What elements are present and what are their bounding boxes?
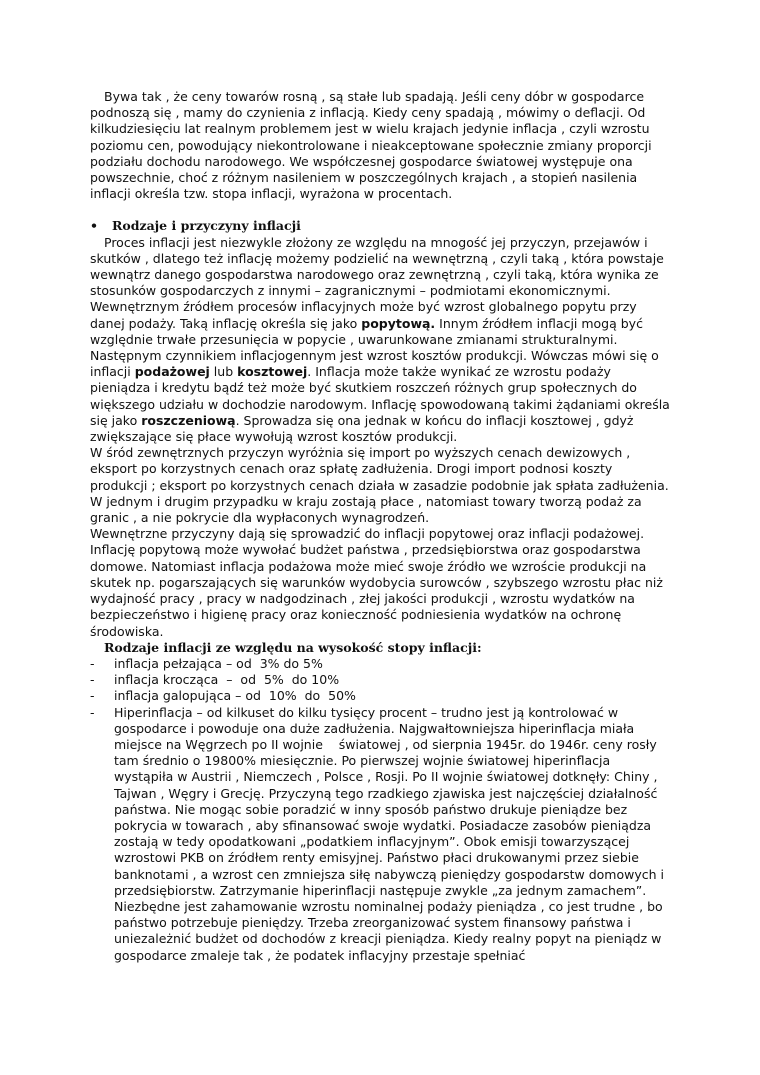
dash-icon: -	[90, 672, 95, 688]
bold-term-kosztowa: kosztowej	[237, 364, 308, 380]
section-heading-rates: Rodzaje inflacji ze względu na wysokość stopy inflacji:	[104, 639, 482, 655]
text-run: . Sprowadza się ona jednak w końcu do inflacji kosztowej , gdyż zwiększające się płace wywołują wzrost kosztów produkcji.	[90, 412, 638, 445]
list-item-text: inflacja krocząca – od 5% do 10%	[114, 672, 340, 688]
intro-paragraph: Bywa tak , że ceny towarów rosną , są stałe lub spadają. Jeśli ceny dóbr w gospodarce podnoszą się , mamy do czynienia z inflacją. Kiedy ceny spadają , mówimy o deflacji. Od kilkudziesięciu lat realnym problemem jest w wielu krajach jedynie inflacja , czyli wzrostu poziomu cen, powodujący niekontrolowane i nieakceptowane społecznie zmiany proporcji podziału dochodu narodowego. We współczesnej gospodarce światowej występuje ona powszechnie, choć z różnym nasileniem w poszczególnych krajach , a stopień nasilenia inflacji określa tzw. stopa inflacji, wyrażona w procentach.	[90, 89, 656, 202]
paragraph-external-causes: W śród zewnętrznych przyczyn wyróżnia się import po wyższych cenach dewizowych , eksport po korzystnych cenach oraz spłatę zadłużenia. Drogi import podnosi koszty produkcji ; eksport po korzystnych cenach działa w zasadzie podobnie jak spłata zadłużenia. W jednym i drugim przypadku w kraju zostają płace , natomiast towary tworzą podaż za granic , a nie pokrycie dla wypłaconych wynagrodzeń.	[90, 445, 673, 526]
text-run: lub	[209, 364, 238, 380]
bold-term-popytowa: popytową.	[361, 315, 436, 331]
bullet-icon: •	[90, 218, 98, 234]
list-item	[90, 672, 672, 688]
bold-term-roszczeniowa: roszczeniową	[141, 412, 236, 428]
text-run: Innym źródłem inflacji mogą być względnie trwałe przesunięcia w popycie , uwarunkowane zmianami strukturalnymi. Następnym czynnikiem inflacjogennym jest wzrost kosztów produkcji. Wówczas mówi się o inflacji	[90, 315, 663, 380]
list-item	[90, 705, 672, 964]
text-run: . Inflacja może także wynikać ze wzrostu podaży pieniądza i kredytu bądź też może być skutkiem roszczeń różnych grup społecznych do większego udziału w dochodzie narodowym. Inflację spowodowaną takimi żądaniami określa się jako	[90, 364, 674, 428]
dash-icon: -	[90, 704, 95, 720]
paragraph-causes	[90, 235, 672, 446]
list-item-text: Hiperinflacja – od kilkuset do kilku tysięcy procent – trudno jest ją kontrolować w gospodarce i powoduje ona duże zadłużenia. Najgwałtowniejsza hiperinflacja miała miejsce na Węgrzech po II wojnie światowej , od sierpnia 1945r. do 1946r. ceny rosły tam średnio o 19800% miesięcznie. Po pierwszej wojnie światowej hiperinflacja wystąpiła w Austrii , Niemczech , Polsce , Rosji. Po II wojnie światowej dotknęły: Chiny , Tajwan , Węgry i Grecję. Przyczyną tego rzadkiego zjawiska jest najczęściej działalność państwa. Nie mogąc sobie poradzić w inny sposób państwo drukuje pieniądze bez pokrycia w towarach , aby sfinansować swoje wydatki. Posiadacze zasobów pieniądza zostają w tedy opodatkowani „podatkiem inflacyjnym”. Obok emisji towarzyszącej wzrostowi PKB on źródłem renty emisyjnej. Państwo płaci drukowanymi przez siebie banknotami , a wzrost cen zmniejsza siłę nabywczą pieniędzy gospodarstw domowych i przedsiębiorstw. Zatrzymanie hiperinflacji następuje zwykle „za jednym zamachem”. Niezbędne jest zahamowanie wzrostu nominalnej podaży pieniądza , co jest trudne , bo państwo potrzebuje pieniędzy. Trzeba zreorganizować system finansowy państwa i uniezależnić budżet od dochodów z kreacji pieniądza. Kiedy realny popyt na pieniądz w gospodarce zmaleje tak , że podatek inflacyjny przestaje spełniać	[114, 704, 668, 963]
list-item	[90, 688, 672, 704]
bold-term-podazowa: podażowej	[134, 364, 210, 380]
list-item-text: inflacja pełzająca – od 3% do 5%	[114, 655, 323, 671]
document-page	[90, 89, 672, 964]
dash-icon: -	[90, 688, 95, 704]
list-item	[90, 656, 672, 672]
inflation-types-list	[90, 656, 672, 964]
text-run: Proces inflacji jest niezwykle złożony ze względu na mnogość jej przyczyn, przejawów i skutków , dlatego też inflację możemy podzielić na wewnętrzną , czyli taką , która powstaje wewnątrz danego gospodarstwa narodowego oraz zewnętrzną , czyli taką, która wynika ze stosunków gospodarczych z innymi – zagranicznymi – podmiotami ekonomicznymi. Wewnętrznym źródłem procesów inflacyjnych może być wzrost globalnego popytu przy danej podaży. Taką inflację określa się jako	[90, 234, 668, 331]
spacer	[90, 202, 672, 218]
section-heading-causes	[90, 218, 672, 234]
section-heading-text: Rodzaje i przyczyny inflacji	[112, 218, 301, 234]
paragraph-internal-causes: Wewnętrzne przyczyny dają się sprowadzić do inflacji popytowej oraz inflacji podażowej. Inflację popytową może wywołać budżet państwa , przedsiębiorstwa oraz gospodarstwa domowe. Natomiast inflacja podażowa może mieć swoje źródło we wzroście produkcji na skutek np. pogarszających się warunków wydobycia surowców , szybszego wzrostu płac niż wydajność pracy , pracy w nadgodzinach , złej jakości produkcji , wzrostu wydatków na bezpieczeństwo i higienę pracy oraz konieczność podniesienia wydatków na ochronę środowiska.	[90, 526, 667, 639]
list-item-text: inflacja galopująca – od 10% do 50%	[114, 688, 356, 704]
dash-icon: -	[90, 655, 95, 671]
